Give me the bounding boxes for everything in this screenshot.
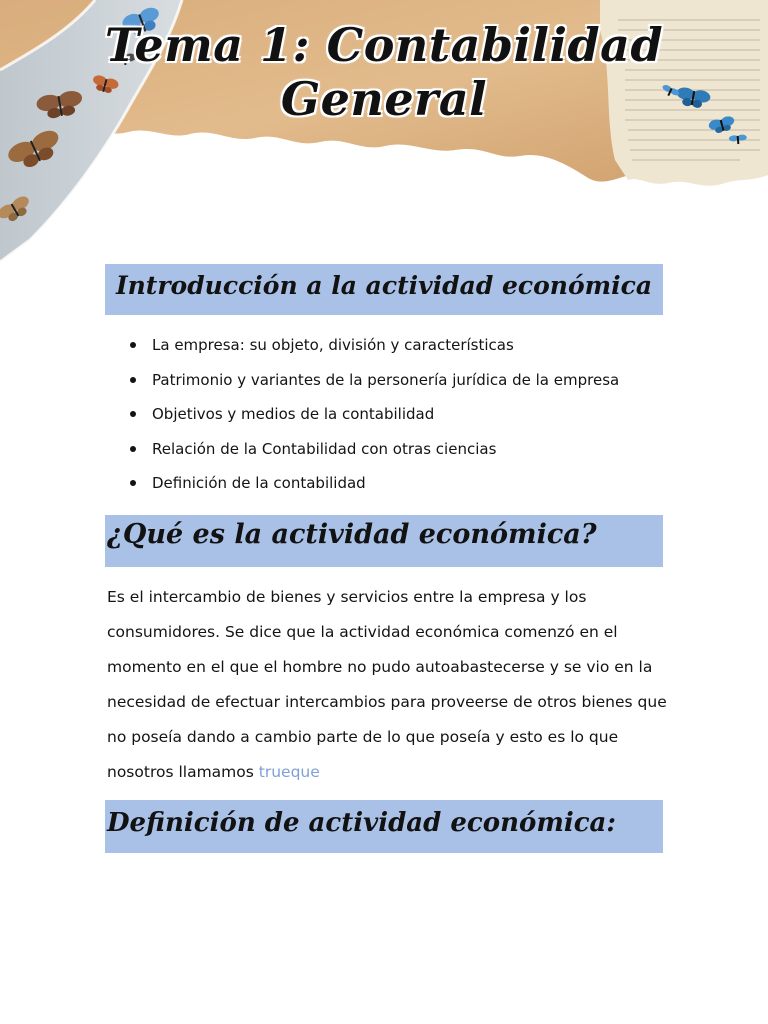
bullet-icon [130,342,136,348]
section-heading-text: Introducción a la actividad económica [115,271,653,300]
list-item-text: Definición de la contabilidad [152,474,366,492]
list-item [130,400,660,435]
list-item [130,469,660,504]
list-item [130,331,660,366]
list-item-text: La empresa: su objeto, división y características [152,336,514,354]
list-item-text: Objetivos y medios de la contabilidad [152,405,435,423]
body-paragraph [107,580,667,790]
list-item-text: Patrimonio y variantes de la personería jurídica de la empresa [152,370,620,389]
bullet-icon [130,411,136,417]
section-heading-que-es [105,515,663,567]
section-heading-text: Definición de actividad económica: [107,808,616,838]
topics-list [130,331,660,504]
bullet-icon [130,377,136,383]
list-item-text: Relación de la Contabilidad con otras ciencias [152,439,497,458]
section-heading-introduccion [105,264,663,315]
highlight-term: trueque [258,763,320,781]
list-item [130,435,660,470]
list-item [130,366,660,401]
page-title: Tema 1: Contabilidad General [104,18,664,126]
paragraph-text: Es el intercambio de bienes y servicios entre la empresa y los consumidores. Se dice que la actividad económica comenzó en el momento en el que el hombre no pudo autoabastecerse y se vio en la necesidad de efectuar intercambios para proveerse de otros bienes que no poseía dando a cambio parte de lo que poseía y esto es lo que nosotros llamamos [107,588,667,781]
section-heading-text: ¿Qué es la actividad económica? [107,519,597,550]
bullet-icon [130,446,136,452]
bullet-icon [130,480,136,486]
section-heading-definicion [105,800,663,853]
